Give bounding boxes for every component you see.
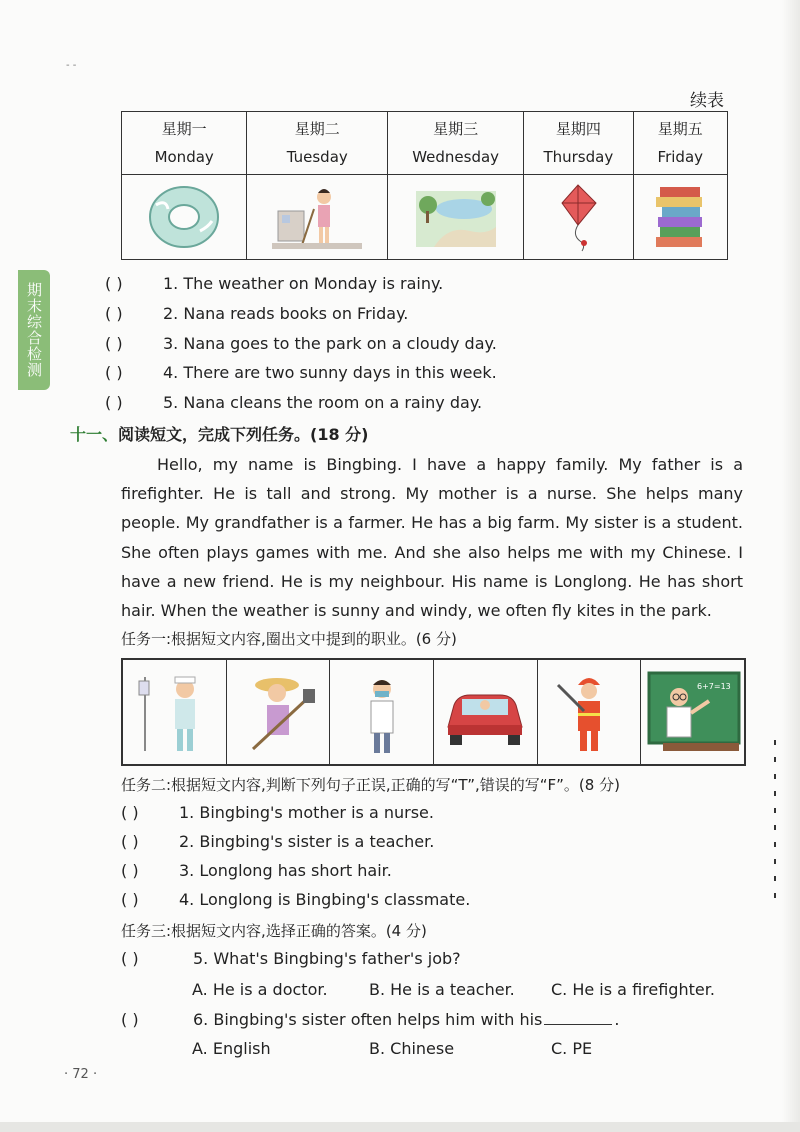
answer-blank[interactable]: ( ) bbox=[105, 393, 123, 412]
page-edge bbox=[782, 0, 800, 1132]
day-header: 星期一 Monday bbox=[122, 112, 247, 175]
question-1: ( ) 1. The weather on Monday is rainy. bbox=[105, 274, 444, 293]
q6-option-a[interactable]: A. English bbox=[192, 1039, 271, 1058]
reading-passage: Hello, my name is Bingbing. I have a happy family. My father is a firefighter. He is tall and strong. My mother is a nurse. She helps many people. My grandfather is a farmer. He has a big farm. My sister is a student. She often plays games with me. And she also helps me with my Chinese. I have a new friend. He is my neighbour. His name is Longlong. He has short hair. When the weather is sunny and windy, we often fly kites in the park. bbox=[121, 455, 743, 621]
task2-question-2: ( ) 2. Bingbing's sister is a teacher. bbox=[121, 832, 435, 851]
day-header: 星期五 Friday bbox=[633, 112, 727, 175]
answer-blank[interactable]: ( ) bbox=[105, 274, 123, 293]
binding-dots bbox=[772, 740, 778, 910]
side-tab: 期末综合检测 bbox=[18, 270, 50, 390]
answer-blank[interactable]: ( ) bbox=[121, 861, 139, 880]
answer-blank[interactable]: ( ) bbox=[121, 832, 139, 851]
doctor-icon[interactable] bbox=[337, 667, 427, 757]
swim-ring-icon bbox=[144, 181, 224, 253]
day-header: 星期四 Thursday bbox=[524, 112, 633, 175]
kite-icon bbox=[548, 181, 608, 253]
q5-option-c[interactable]: C. He is a firefighter. bbox=[551, 980, 715, 999]
q5-option-a[interactable]: A. He is a doctor. bbox=[192, 980, 328, 999]
answer-blank[interactable]: ( ) bbox=[121, 803, 139, 822]
fill-blank[interactable] bbox=[544, 1024, 612, 1025]
task1-title: 任务一:根据短文内容,圈出文中提到的职业。(6 分) bbox=[121, 630, 457, 648]
question-4: ( ) 4. There are two sunny days in this week. bbox=[105, 363, 497, 382]
books-icon bbox=[650, 181, 710, 253]
weekly-weather-table bbox=[121, 111, 728, 260]
task2-title: 任务二:根据短文内容,判断下列句子正误,正确的写“T”,错误的写“F”。(8 分) bbox=[121, 776, 620, 794]
task2-question-4: ( ) 4. Longlong is Bingbing's classmate. bbox=[121, 890, 471, 909]
answer-blank[interactable]: ( ) bbox=[105, 334, 123, 353]
girl-cleaning-icon bbox=[272, 181, 362, 253]
blackboard-text: 6+7=13 bbox=[696, 682, 731, 691]
scan-mark: - - bbox=[66, 60, 77, 71]
page-number: · 72 · bbox=[64, 1067, 98, 1082]
q6-option-c[interactable]: C. PE bbox=[551, 1039, 593, 1058]
page-bottom-edge bbox=[0, 1122, 800, 1132]
task2-question-1: ( ) 1. Bingbing's mother is a nurse. bbox=[121, 803, 434, 822]
day-header: 星期三 Wednesday bbox=[388, 112, 524, 175]
task2-question-3: ( ) 3. Longlong has short hair. bbox=[121, 861, 392, 880]
question-2: ( ) 2. Nana reads books on Friday. bbox=[105, 304, 409, 323]
answer-blank[interactable]: ( ) bbox=[105, 304, 123, 323]
firefighter-icon[interactable] bbox=[544, 667, 634, 757]
park-icon bbox=[414, 181, 498, 253]
q5-option-b[interactable]: B. He is a teacher. bbox=[369, 980, 515, 999]
answer-blank[interactable]: ( ) bbox=[121, 1010, 139, 1029]
jobs-picture-strip bbox=[121, 658, 746, 766]
question-3: ( ) 3. Nana goes to the park on a cloudy day. bbox=[105, 334, 497, 353]
continued-label: 续表 bbox=[690, 91, 724, 111]
answer-blank[interactable]: ( ) bbox=[121, 890, 139, 909]
question-5: ( ) 5. Nana cleans the room on a rainy day. bbox=[105, 393, 483, 412]
farmer-icon[interactable] bbox=[233, 667, 323, 757]
driver-icon[interactable] bbox=[440, 667, 530, 757]
answer-blank[interactable]: ( ) bbox=[121, 949, 139, 968]
answer-blank[interactable]: ( ) bbox=[105, 363, 123, 382]
section-title: 十一、阅读短文，完成下列任务。(18 分) bbox=[70, 425, 369, 444]
task3-title: 任务三:根据短文内容,选择正确的答案。(4 分) bbox=[121, 922, 427, 940]
task3-question-6: ( ) 6. Bingbing's sister often helps him with his . bbox=[121, 1010, 620, 1029]
teacher-icon[interactable] bbox=[643, 667, 743, 757]
nurse-icon[interactable] bbox=[129, 667, 219, 757]
task3-question-5: ( ) 5. What's Bingbing's father's job? bbox=[121, 949, 461, 968]
day-header: 星期二 Tuesday bbox=[247, 112, 388, 175]
q6-option-b[interactable]: B. Chinese bbox=[369, 1039, 455, 1058]
